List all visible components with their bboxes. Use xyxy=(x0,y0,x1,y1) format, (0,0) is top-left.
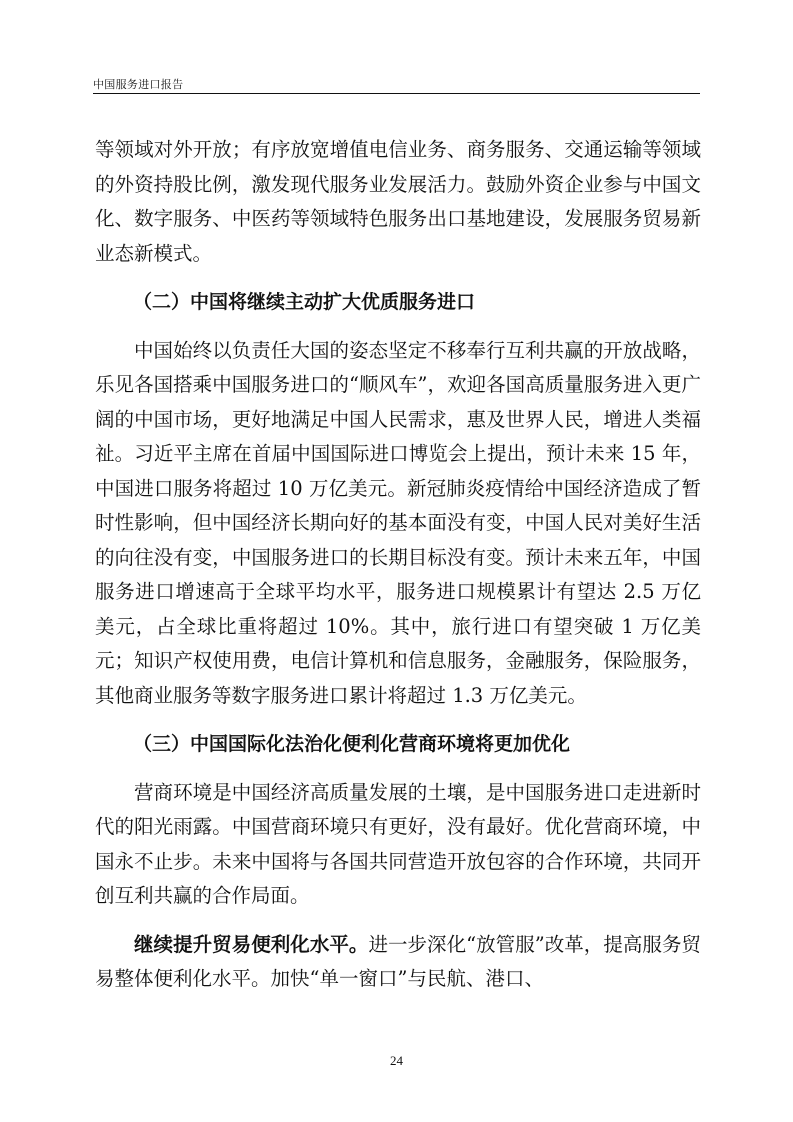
header-divider xyxy=(93,93,700,94)
page-body xyxy=(95,133,701,997)
paragraph-section-2: 中国始终以负责任大国的姿态坚定不移奉行互利共赢的开放战略，乐见各国搭乘中国服务进口的“顺风车”，欢迎各国高质量服务进入更广阔的中国市场，更好地满足中国人民需求，惠及世界人民，增进人类福祉。习近平主席在首届中国国际进口博览会上提出，预计未来 15 年，中国进口服务将超过 10 万亿美元。新冠肺炎疫情给中国经济造成了暂时性影响，但中国经济长期向好的基本面没有变，中国人民对美好生活的向往没有变，中国服务进口的长期目标没有变。预计未来五年，中国服务进口增速高于全球平均水平，服务进口规模累计有望达 2.5 万亿美元，占全球比重将超过 10%。其中，旅行进口有望突破 1 万亿美元；知识产权使用费，电信计算机和信息服务，金融服务，保险服务，其他商业服务等数字服务进口累计将超过 1.3 万亿美元。 xyxy=(95,338,701,707)
page-number: 24 xyxy=(390,1053,403,1068)
running-header-title: 中国服务进口报告 xyxy=(93,78,184,91)
section-heading-3: （三）中国国际化法治化便利化营商环境将更加优化 xyxy=(133,733,571,755)
paragraph-trade-facilitation xyxy=(95,928,701,997)
paragraph-body-text: 进一步深化“放管服”改革，提高服务贸易整体便利化水平。加快“单一窗口”与民航、港口、 xyxy=(95,932,701,990)
paragraph-opening: 等领域对外开放；有序放宽增值电信业务、商务服务、交通运输等领域的外资持股比例，激发现代服务业发展活力。鼓励外资企业参与中国文化、数字服务、中医药等领域特色服务出口基地建设，发展服务贸易新业态新模式。 xyxy=(95,138,701,265)
section-heading-2: （二）中国将继续主动扩大优质服务进口 xyxy=(133,291,476,313)
paragraph-section-3: 营商环境是中国经济高质量发展的土壤，是中国服务进口走进新时代的阳光雨露。中国营商环境只有更好，没有最好。优化营商环境，中国永不止步。未来中国将与各国共同营造开放包容的合作环境，共同开创互利共赢的合作局面。 xyxy=(95,780,701,907)
paragraph-lead-bold: 继续提升贸易便利化水平。 xyxy=(134,932,369,956)
